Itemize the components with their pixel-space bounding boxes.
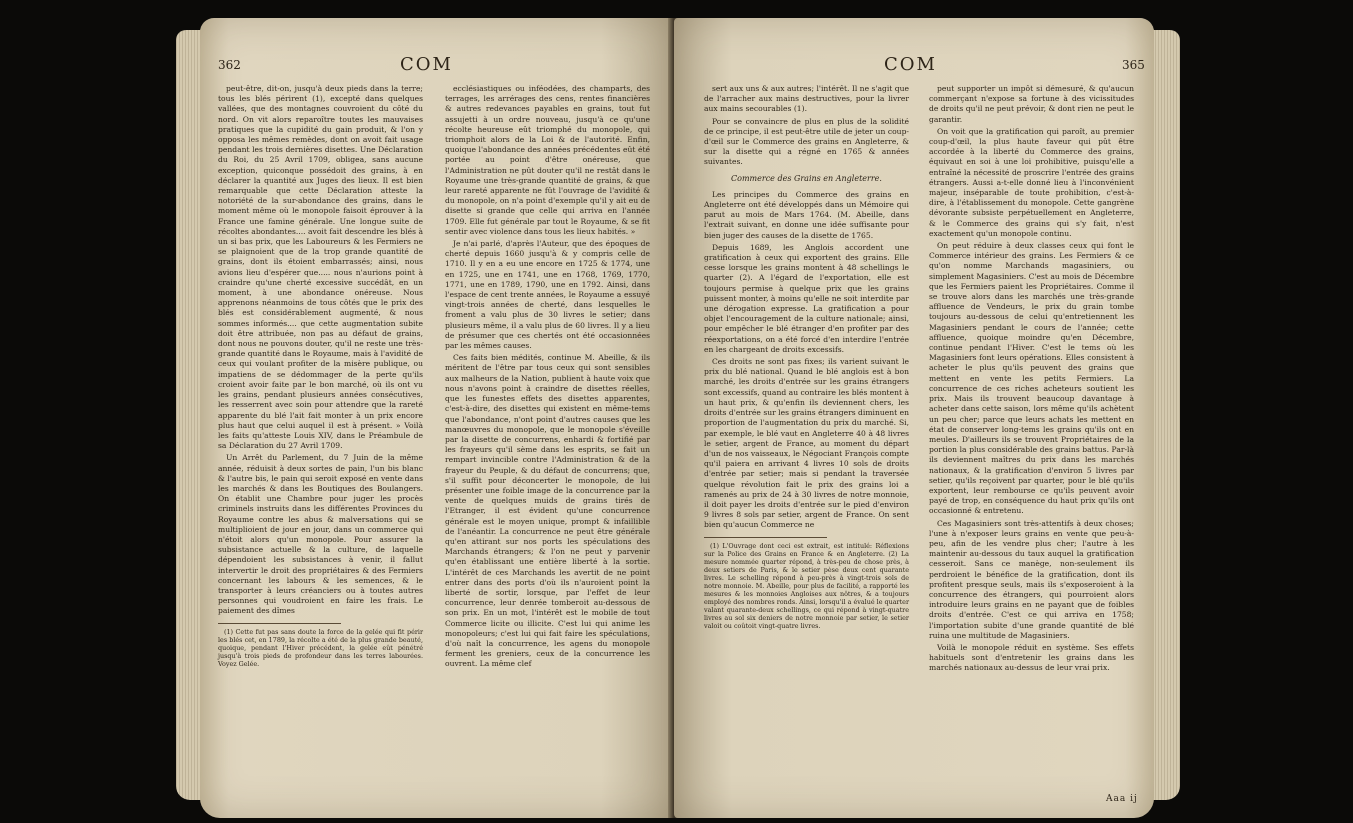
- footnote-text: (1) Cette fut pas sans doute la force de la gelée qui fit périr les blés cet, en 1789, la récolte a été de la plus grande beauté, quoique, pendant l'Hiver précédent, la gelée eût pénétré jusqu'à trois pieds de profondeur dans les terres labourées. Voyez Gelée.: [218, 627, 423, 668]
- paragraph: ecclésiastiques ou inféodées, des champarts, des terrages, les arrérages des cens, rentes financières & autres redevances payables en grains, tout fut assujetti à un ordre nouveau, jusqu'à ce qu'une récolte heureuse eût triomphé du monopole, qui triomphoit alors de la Loi & de l'autorité. Enfin, quoique l'abondance des années précédentes eût été portée au point d'être onéreuse, que l'Administration ne pût douter qu'il ne restât dans le Royaume une très-grande quantité de grains, & que leur rareté apparente ne fût l'ouvrage de l'avidité & du monopole, on n'a point d'exemple qu'il y ait eu de disette si grande que celle qui arriva en l'année 1709. Elle fut générale par tout le Royaume, & se fit sentir avec violence dans tous les lieux habités. »: [445, 84, 650, 236]
- paragraph: sert aux uns & aux autres; l'intérêt. Il ne s'agit que de l'arracher aux mains destructives, pour la livrer aux mains secourables (1).: [704, 84, 909, 114]
- page-number: 365: [1122, 58, 1145, 72]
- running-head: COM: [400, 54, 453, 75]
- paragraph: Un Arrêt du Parlement, du 7 Juin de la même année, réduisit à deux sortes de pain, l'un bis blanc & l'autre bis, le pain qui seroit exposé en vente dans les marchés & dans les Boutiques des Boulangers. On établit une Chambre pour juger les procès criminels instruits dans les différentes Provinces du Royaume contre les abus & malversations qui se multiplioient de jour en jour, dans un commerce qui n'étoit alors qu'un monopole. Pour assurer la subsistance actuelle & la culture, de laquelle dépendoient les subsistances à venir, il fallut intervertir le droit des propriétaires & des Fermiers concernant les labours & les semences, & le transporter à leurs créanciers ou à toutes autres personnes qui voudroient en faire les frais. Le paiement des dîmes: [218, 453, 423, 616]
- paragraph: On peut réduire à deux classes ceux qui font le Commerce intérieur des grains. Les Fermiers & ce qu'on nomme Marchands magasiniers, ou simplement Magasiniers. C'est au mois de Décembre que les Fermiers paient les Propriétaires. Comme il se trouve alors dans les marchés une très-grande affluence de Vendeurs, le prix du grain tombe toujours au-dessous de celui qu'entretiennent les Magasiniers pendant le cours de l'année; cette affluence, quoique moindre qu'en Décembre, continue pendant l'Hiver. C'est le tems où les Magasiniers font leurs opérations. Elles consistent à acheter le plus qu'ils peuvent des grains que mettent en vente les petits Fermiers. La concurrence de ces riches acheteurs soutient les prix. Mais ils trouvent beaucoup davantage à acheter dans cette saison, lors même qu'ils achètent un peu cher; parce que leurs achats les mettent en état de conserver long-tems les grains qu'ils ont en meules. D'ailleurs ils se trouvent Propriétaires de la portion la plus considérable des grains battus. Par-là ils deviennent maîtres du prix dans les marchés nationaux, & la gratification d'environ 5 livres par setier, qu'ils reçoivent par quarter, pour le blé qu'ils exportent, leur rembourse ce qu'ils peuvent avoir payé de trop, en conséquence du haut prix qu'ils ont occasionné & entretenu.: [929, 241, 1134, 516]
- paragraph: peut-être, dit-on, jusqu'à deux pieds dans la terre; tous les blés périrent (1), excepté dans quelques vallées, que des montagnes couvroient du côté du nord. On vit alors reparoître toutes les mauvaises pratiques que la cupidité du gain produit, & l'on y opposa les mêmes remèdes, dont on avoit fait usage pendant les trois dernières disettes. Une Déclaration du Roi, du 25 Avril 1709, obligea, sans aucune exception, quiconque possédoit des grains, à en déclarer la quantité aux Juges des lieux. Il est bien remarquable que cette Déclaration atteste la notoriété de la sur-abondance des grains, dans le moment même où le monopole faisoit éprouver à la France une famine générale. Une longue suite de récoltes abondantes.... avoit fait descendre les blés à un si bas prix, que les Laboureurs & les Fermiers ne se plaignoient que de la trop grande quantité de grains, dont ils étoient embarrassés; ainsi, nous avions lieu d'espérer que..... nous n'aurions point à craindre qu'une cherté excessive succédât, en un moment, à une abondance onéreuse. Nous apprenons néanmoins de tous côtés que le prix des blés est considérablement augmenté, & nous sommes informés.... que cette augmentation subite doit être attribuée, non pas au défaut de grains, dont nous ne pouvons douter, qu'il ne reste une très-grande quantité dans le Royaume, mais à l'avidité de ceux qui voulant profiter de la misère publique, ou impatiens de se dédommager de la perte qu'ils croient avoir faite par le bon marché, où ils ont vu les grains, pendant plusieurs années consécutives, les resserrent avec soin pour attendre que la rareté apparente du blé l'ait fait monter à un prix encore plus haut que celui auquel il est à présent. » Voilà les faits qu'atteste Louis XIV, dans le Préambule de sa Déclaration du 27 Avril 1709.: [218, 84, 423, 451]
- left-page-edges: [176, 30, 202, 800]
- left-page: [200, 18, 672, 818]
- right-column-2: [929, 84, 1134, 676]
- section-heading: Commerce des Grains en Angleterre.: [731, 173, 882, 183]
- paragraph: Voilà le monopole réduit en système. Ses effets habituels sont d'entretenir les grains dans les marchés nationaux au-dessus de leur vrai prix.: [929, 642, 1134, 673]
- paragraph: Ces droits ne sont pas fixes; ils varient suivant le prix du blé national. Quand le blé anglois est à bon marché, les droits d'entrée sur les grains étrangers sont excessifs, quand au contraire les blés montent à un haut prix, & qu'enfin ils deviennent chers, les droits d'entrée sur les grains étrangers diminuent en proportion de l'augmentation du prix du marché. Si, par exemple, le blé vaut en Angleterre 40 à 48 livres le setier, argent de France, au moment du départ d'un de nos vaisseaux, le Négociant François compte qu'il paiera en arrivant 4 livres 10 sols de droits d'entrée par setier; mais si pendant la traversée quelque révolution fait le prix des grains loi a ramenés au prix de 24 à 30 livres de notre monnoie, il doit payer les droits d'entrée sur le pied d'environ 9 livres 8 sols par setier, argent de France. On sent bien qu'aucun Commerce ne: [704, 357, 909, 530]
- right-column-1: [704, 84, 909, 632]
- paragraph: Les principes du Commerce des grains en Angleterre ont été développés dans un Mémoire qui parut au mois de Mars 1764. (M. Abeille, dans l'extrait suivant, en donne une idée suffisante pour bien juger des causes de la disette de 1765.: [704, 189, 909, 240]
- page-number: 362: [218, 58, 241, 72]
- right-page-edges: [1152, 30, 1180, 800]
- paragraph: Ces Magasiniers sont très-attentifs à deux choses; l'une à n'exposer leurs grains en vente que peu-à-peu, afin de les vendre plus cher; l'autre à les maintenir au-dessous du taux auquel la gratification cesseroit. Sans ce manège, non-seulement ils perdroient le bénéfice de la gratification, dont ils profitent presque seuls, mais ils s'exposeroient à la concurrence des étrangers, qui pourroient alors introduire leurs grains en ne payant que de foibles droits d'entrée. C'est ce qui arriva en 1758; l'importation subite d'une grande quantité de blé ruina une multitude de Magasiniers.: [929, 518, 1134, 640]
- running-head: COM: [884, 54, 937, 75]
- paragraph: On voit que la gratification qui paroît, au premier coup-d'œil, la plus haute faveur qui pût être accordée à la liberté du Commerce des grains, équivaut en soi à une loi prohibitive, puisqu'elle a entraîné la nécessité de proscrire l'entrée des grains étrangers. Aussi a-t-elle donné lieu à l'inconvénient majeur, inséparable de toute prohibition, c'est-à-dire, à l'établissement du monopole. Cette gangrène dévorante subsiste perpétuellement en Angleterre, & le Commerce des grains qui s'y fait, n'est exactement qu'un monopole continu.: [929, 126, 1134, 238]
- right-page: [674, 18, 1154, 818]
- footnote: [704, 542, 909, 630]
- paragraph: Pour se convaincre de plus en plus de la solidité de ce principe, il est peut-être utile de jeter un coup-d'œil sur le Commerce des grains en Angleterre, & sur la disette qui a régné en 1765 & années suivantes.: [704, 116, 909, 167]
- footnote-rule: [704, 537, 827, 538]
- paragraph: Je n'ai parlé, d'après l'Auteur, que des époques de cherté depuis 1660 jusqu'à & y compris celle de 1710. Il y en a eu une encore en 1725 & 1774, une en 1725, une en 1741, une en 1768, 1769, 1770, 1771, une en 1789, 1790, une en 1792. Ainsi, dans l'espace de cent trente années, le Royaume a essuyé vingt-trois années de cherté, dans lesquelles le froment a valu plus de 30 livres le setier; dans plusieurs même, il a valu plus de 60 livres. Il y a lieu de présumer que ces chertés ont été occasionnées par les mêmes causes.: [445, 239, 650, 351]
- footnote-text: (1) L'Ouvrage dont ceci est extrait, est intitulé: Réflexions sur la Police des Grains en France & en Angleterre. (2) La mesure nommée quarter répond, à très-peu de chose près, à deux setiers de Paris, & le setier pèse deux cent quarante livres. Le schelling répond à peu-près à vingt-trois sols de notre monnoie. M. Abeille, pour plus de facilité, a rapporté les mesures & les monnoies Angloises aux nôtres, & a toujours employé des nombres ronds. Ainsi, lorsqu'il a évalué le quarter valant quarante-deux schellings, ce qui répond à vingt-quatre livres au sol six deniers de notre monnoie par setier, le setier valoit ou coûtoit vingt-quatre livres.: [704, 541, 909, 630]
- paragraph: Depuis 1689, les Anglois accordent une gratification à ceux qui exportent des grains. Elle cesse lorsque les grains montent à 48 schellings le quarter (2). A l'égard de l'exportation, elle est toujours permise à quelque prix que les grains puissent monter, à moins qu'elle ne soit interdite par une dérogation expresse. La gratification a pour objet l'encouragement de la culture nationale; ainsi, pour empêcher le blé étranger d'en profiter par des réexportations, on a été forcé d'en interdire l'entrée en les chargeant de droits excessifs.: [704, 242, 909, 354]
- left-column-1: [218, 84, 423, 670]
- signature-mark: Aaa ij: [1106, 794, 1138, 804]
- paragraph: Ces faits bien médités, continue M. Abeille, & ils méritent de l'être par tous ceux qui sont sensibles aux malheurs de la Nation, publient à haute voix que nous n'avons point à craindre de disettes réelles, que les funestes effets des disettes apparentes, c'est-à-dire, des disettes qui existent en même-tems que l'abondance, n'ont point d'autres causes que les manœuvres du monopole, que le monopole s'éveille par la disette de concurrens, enhardi & fortifié par les frayeurs qu'il sème dans les esprits, se fait un rempart invincible contre l'Administration & de la frayeur du Peuple, & du défaut de concurrens; que, s'il suffit pour déconcerter le monopole, de lui présenter une foible image de la concurrence par la vente de quelques muids de grains tirés de l'Etranger, il est évident qu'une concurrence générale est le moyen unique, prompt & infaillible de l'anéantir. La concurrence ne peut être générale qu'en attirant sur nos ports les spéculations des Marchands étrangers; & l'on ne peut y parvenir qu'en établissant une entière liberté à la sortie. L'intérêt de ces Marchands les avertit de ne point entrer dans des ports d'où ils n'auroient point la liberté de sortir, lorsque, par l'effet de leur concurrence, leur denrée tomberoit au-dessous de son prix. En un mot, l'intérêt est le mobile de tout Commerce licite ou illicite. C'est lui qui anime les monopoleurs; c'est lui qui fait faire les spéculations, d'où naît la concurrence, les agens du monopole ferment les greniers, ceux de la concurrence les ouvrent. La même clef: [445, 353, 650, 669]
- footnote: [218, 628, 423, 668]
- left-column-2: [445, 84, 650, 672]
- paragraph: peut supporter un impôt si démesuré, & qu'aucun commerçant n'expose sa fortune à des vicissitudes de droits qu'il ne peut prévoir, & dont rien ne peut le garantir.: [929, 84, 1134, 124]
- footnote-rule: [218, 623, 341, 624]
